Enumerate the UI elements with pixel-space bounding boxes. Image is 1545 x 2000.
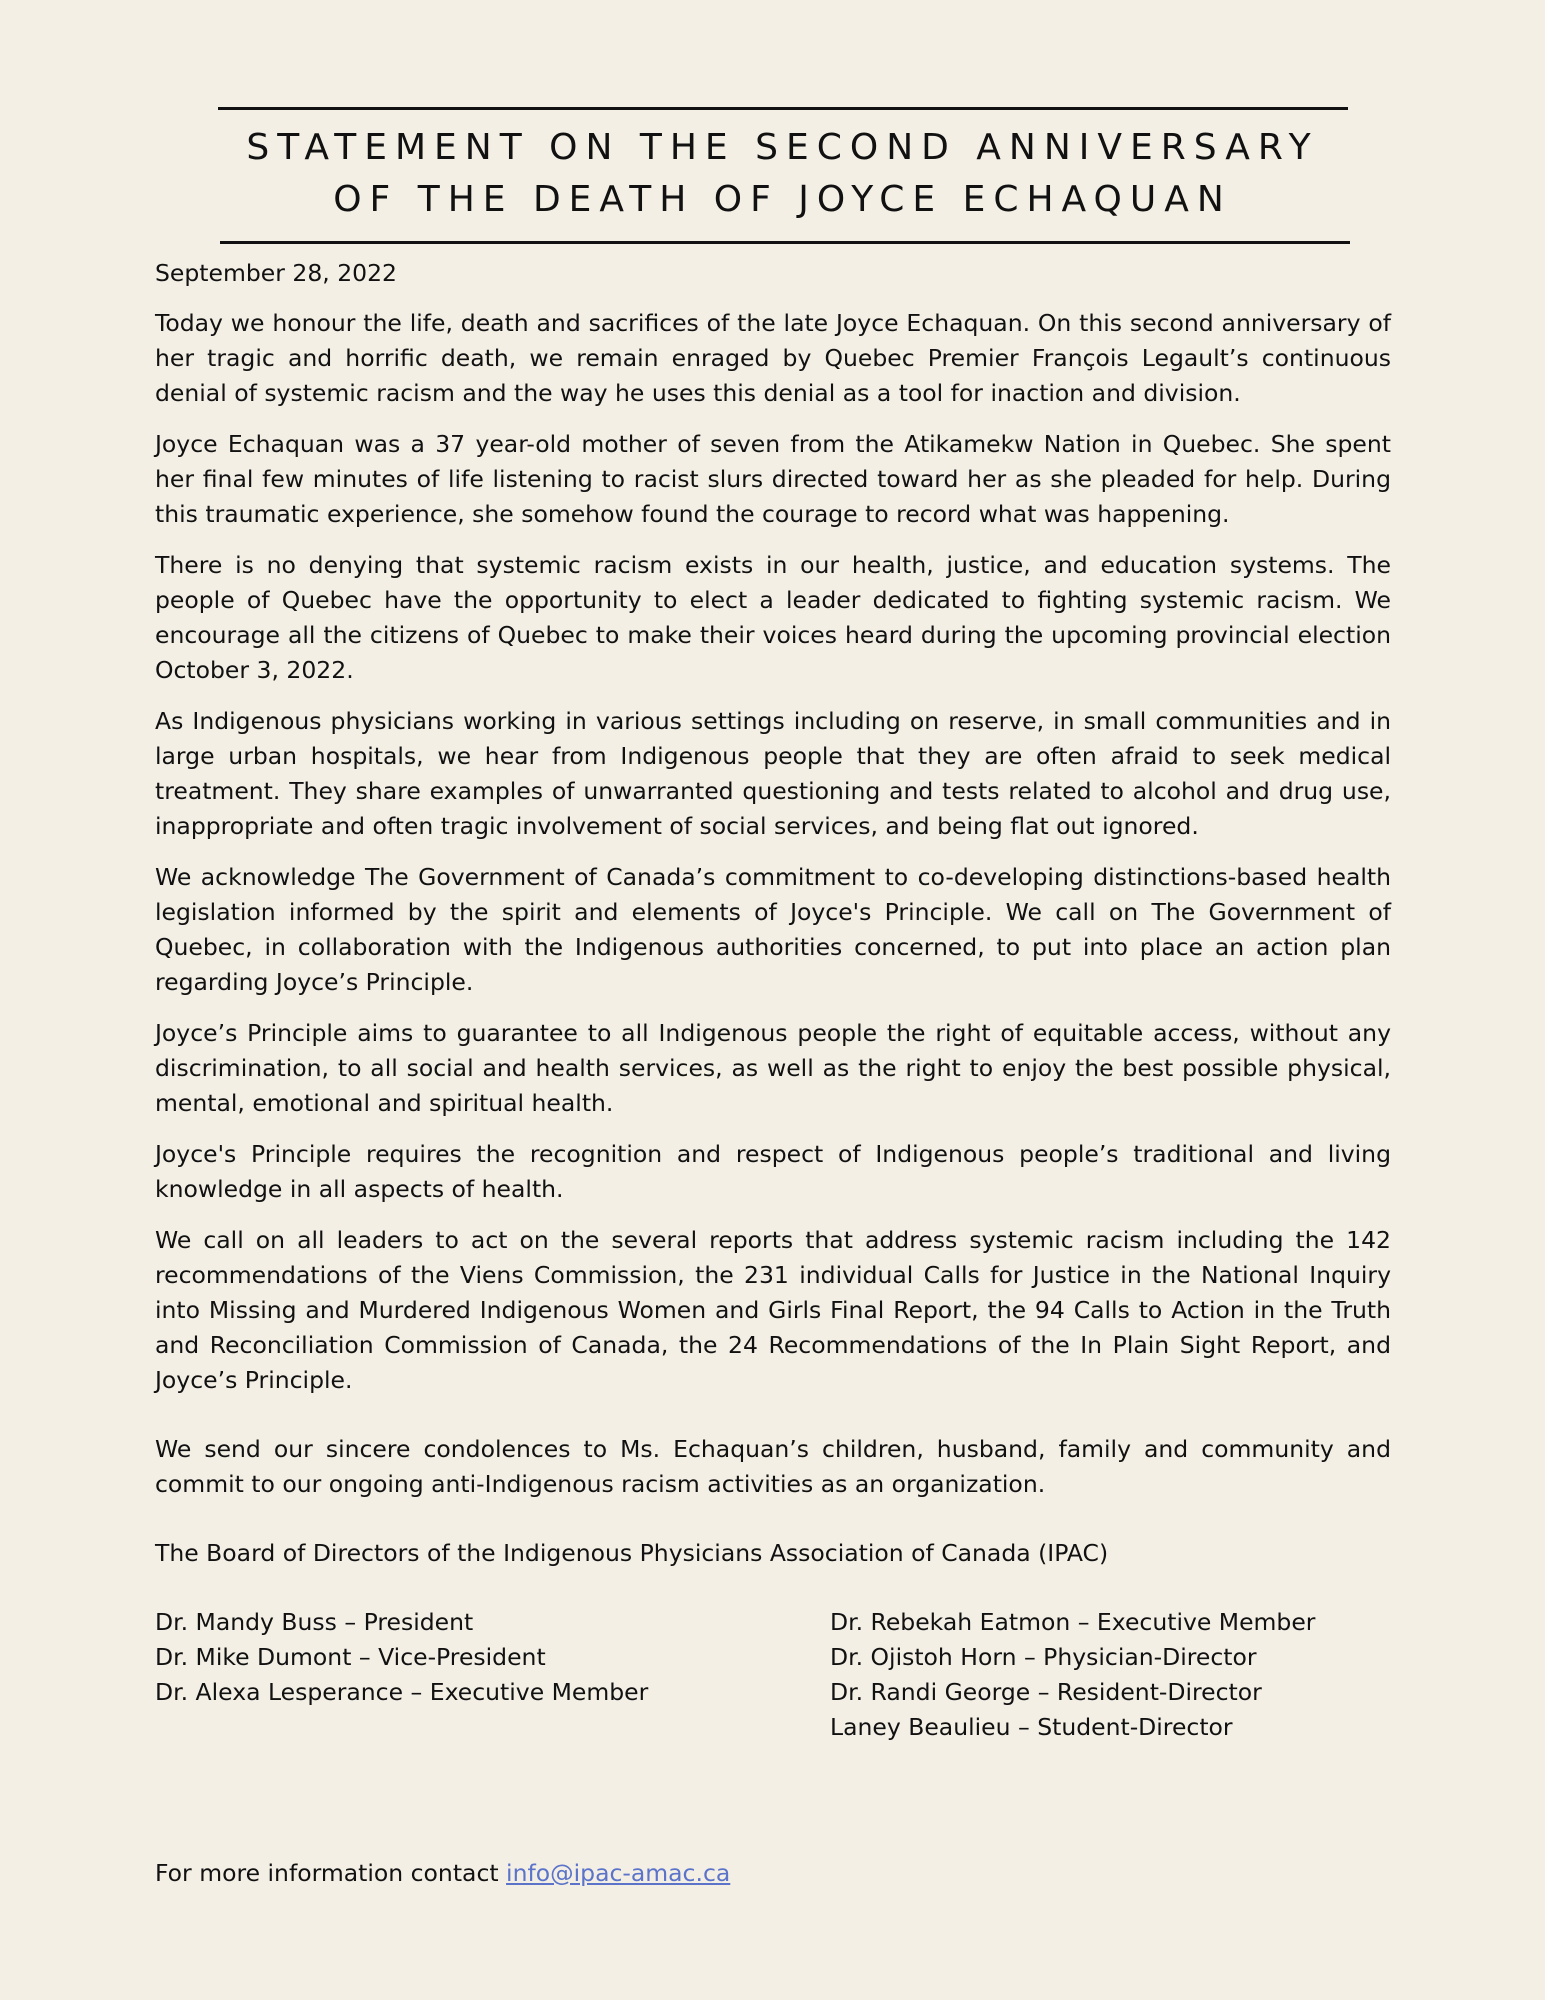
paragraph-principle-requires: Joyce's Principle requires the recognition and respect of Indigenous people’s traditional and living knowledge in all aspects of health. bbox=[155, 1140, 1391, 1203]
signatory: Dr. Ojistoh Horn – Physician-Director bbox=[830, 1643, 1257, 1671]
signatory: Dr. Randi George – Resident-Director bbox=[830, 1678, 1262, 1706]
paragraph-joyce-background: Joyce Echaquan was a 37 year-old mother of seven from the Atikamekw Nation in Quebec. She spent her final few minutes of life listening to racist slurs directed toward her as she pleaded for help. During this traumatic experience, she somehow found the courage to record what was happening. bbox=[155, 430, 1391, 528]
paragraph-systemic-racism: There is no denying that systemic racism exists in our health, justice, and education systems. The people of Quebec have the opportunity to elect a leader dedicated to fighting systemic racism. We encourage all the citizens of Quebec to make their voices heard during the upcoming provincial election October 3, 2022. bbox=[155, 551, 1391, 684]
title-bottom-rule bbox=[220, 241, 1350, 244]
contact-email-link[interactable]: info@ipac-amac.ca bbox=[506, 1859, 731, 1887]
paragraph-principle-aims: Joyce’s Principle aims to guarantee to all Indigenous people the right of equitable access, without any discrimination, to all social and health services, as well as the right to enjoy the best possible physical, mental, emotional and spiritual health. bbox=[155, 1019, 1391, 1117]
paragraph-intro: Today we honour the life, death and sacrifices of the late Joyce Echaquan. On this second anniversary of her tragic and horrific death, we remain enraged by Quebec Premier François Legault’s continuous denial of systemic racism and the way he uses this denial as a tool for inaction and division. bbox=[155, 309, 1391, 407]
paragraph-call-to-leaders: We call on all leaders to act on the several reports that address systemic racism including the 142 recommendations of the Viens Commission, the 231 individual Calls for Justice in the National Inquiry into Missing and Murdered Indigenous Women and Girls Final Report, the 94 Calls to Action in the Truth and Reconciliation Commission of Canada, the 24 Recommendations of the In Plain Sight Report, and Joyce’s Principle. bbox=[155, 1226, 1391, 1394]
signatory: Dr. Mike Dumont – Vice-President bbox=[155, 1643, 546, 1671]
signatory: Dr. Alexa Lesperance – Executive Member bbox=[155, 1678, 649, 1706]
title-top-rule bbox=[218, 107, 1348, 110]
title-line-1: STATEMENT ON THE SECOND ANNIVERSARY bbox=[246, 127, 1319, 168]
signatory: Dr. Rebekah Eatmon – Executive Member bbox=[830, 1608, 1316, 1636]
signatory: Dr. Mandy Buss – President bbox=[155, 1608, 474, 1636]
title-line-2: OF THE DEATH OF JOYCE ECHAQUAN bbox=[333, 179, 1232, 220]
signatories-right-column bbox=[830, 1605, 1315, 1745]
paragraph-condolences: We send our sincere condolences to Ms. Echaquan’s children, husband, family and community and commit to our ongoing anti-Indigenous racism activities as an organization. bbox=[155, 1435, 1391, 1498]
signatory: Laney Beaulieu – Student-Director bbox=[830, 1713, 1233, 1741]
contact-prefix: For more information contact bbox=[155, 1859, 507, 1887]
statement-date: September 28, 2022 bbox=[155, 259, 398, 287]
page-title bbox=[200, 122, 1365, 226]
signatories bbox=[155, 1605, 1391, 1745]
board-signature-line: The Board of Directors of the Indigenous Physicians Association of Canada (IPAC) bbox=[155, 1539, 1109, 1567]
paragraph-government: We acknowledge The Government of Canada’s commitment to co-developing distinctions-based health legislation informed by the spirit and elements of Joyce's Principle. We call on The Government of Quebec, in collaboration with the Indigenous authorities concerned, to put into place an action plan regarding Joyce’s Principle. bbox=[155, 863, 1391, 996]
signatories-left-column bbox=[155, 1605, 830, 1745]
contact-line bbox=[155, 1856, 730, 1891]
statement-body bbox=[155, 256, 1391, 1745]
paragraph-physicians: As Indigenous physicians working in various settings including on reserve, in small communities and in large urban hospitals, we hear from Indigenous people that they are often afraid to seek medical treatment. They share examples of unwarranted questioning and tests related to alcohol and drug use, inappropriate and often tragic involvement of social services, and being flat out ignored. bbox=[155, 707, 1391, 840]
